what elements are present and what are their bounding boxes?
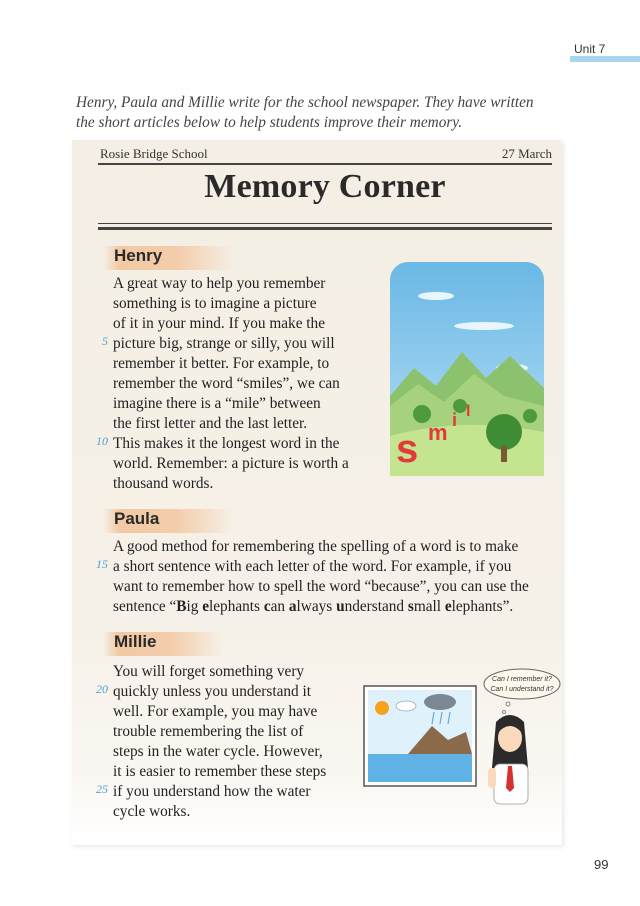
mnemonic-sentence [113,597,529,617]
letter-i: i [452,410,458,430]
initial-letter: u [336,598,345,615]
article-line: trouble remembering the list of [113,723,304,740]
cloud-icon [418,292,454,300]
article-line: remember the word “smiles”, we can [113,375,340,392]
henry-name: Henry [114,246,163,265]
article-line: thousand words. [113,475,214,492]
initial-letter: e [444,598,452,615]
paula-heading [104,509,234,533]
article-line: of it in your mind. If you make the [113,315,325,332]
henry-article [113,274,349,494]
initial-letter: s [407,598,414,615]
initial-letter: B [176,598,187,615]
sun-icon [375,701,389,715]
cloud-icon [454,322,514,330]
article-line: world. Remember: a picture is worth a [113,455,349,472]
speech-line: Can I remember it? [492,676,552,683]
tree-icon [486,414,522,450]
word-rest: an [270,598,289,615]
speech-bubble [484,669,560,699]
article-line: the first letter and the last letter. [113,415,308,432]
page-number: 99 [594,857,609,872]
masthead-rule [98,163,552,165]
letter-l: l [466,403,471,420]
article-line: This makes it the longest word in the [113,435,340,452]
paula-name: Paula [114,509,160,528]
article-line: well. For example, you may have [113,703,318,720]
word-rest: lephants [451,598,503,615]
article-line: picture big, strange or silly, you will [113,335,335,352]
henry-heading [104,246,234,270]
article-line: something is to imagine a picture [113,295,317,312]
rain-cloud-icon [424,694,456,710]
article-line: imagine there is a “mile” between [113,395,321,412]
line-number: 25 [96,782,108,796]
initial-letter: c [263,598,271,615]
word-rest: ig [186,598,203,615]
paula-article [113,537,529,617]
sentence-open: sentence “ [113,598,177,615]
line-number: 15 [96,557,108,571]
millie-heading [104,632,224,656]
water-cycle-illustration [362,668,562,818]
millie-name: Millie [114,632,157,651]
article-line: steps in the water cycle. However, [113,743,323,760]
article-line: want to remember how to spell the word “because”, you can use the [113,578,529,595]
intro-line: Henry, Paula and Millie write for the school newspaper. They have written [76,94,534,111]
letter-s: s [396,427,419,471]
letter-m: m [428,420,448,445]
initial-letter: a [288,598,297,615]
speech-line: Can I understand it? [490,686,554,693]
word-rest: mall [413,598,445,615]
intro-paragraph [76,93,576,133]
title-rule-thick [98,227,552,230]
page-title: Memory Corner [204,168,446,205]
cloud-icon [396,701,416,711]
sentence-close: ”. [502,598,514,615]
line-number: 5 [102,334,108,348]
girl-student-icon [488,715,528,804]
unit-accent-bar [570,56,640,62]
article-line: a short sentence with each letter of the word. For example, if you [113,558,512,575]
article-line: quickly unless you understand it [113,683,311,700]
tree-icon [523,409,537,423]
word-rest: lephants [209,598,264,615]
millie-article [113,662,326,822]
article-line: cycle works. [113,803,191,820]
article-line: if you understand how the water [113,783,311,800]
article-line: remember it better. For example, to [113,355,330,372]
article-line: A good method for remembering the spelling of a word is to make [113,538,519,555]
article-line: A great way to help you remember [113,275,326,292]
sea-icon [368,754,472,782]
word-rest: nderstand [344,598,408,615]
article-line: it is easier to remember these steps [113,763,327,780]
word-rest: lways [296,598,337,615]
article-line: You will forget something very [113,663,305,680]
line-number: 20 [96,682,108,696]
issue-date: 27 March [501,146,552,161]
title-rule-thin [98,223,552,224]
unit-label: Unit 7 [574,42,606,56]
line-number: 10 [96,434,108,448]
smiles-illustration [384,256,548,480]
initial-letter: e [202,598,210,615]
school-name: Rosie Bridge School [100,146,208,161]
intro-line: the short articles below to help students improve their memory. [76,114,463,131]
